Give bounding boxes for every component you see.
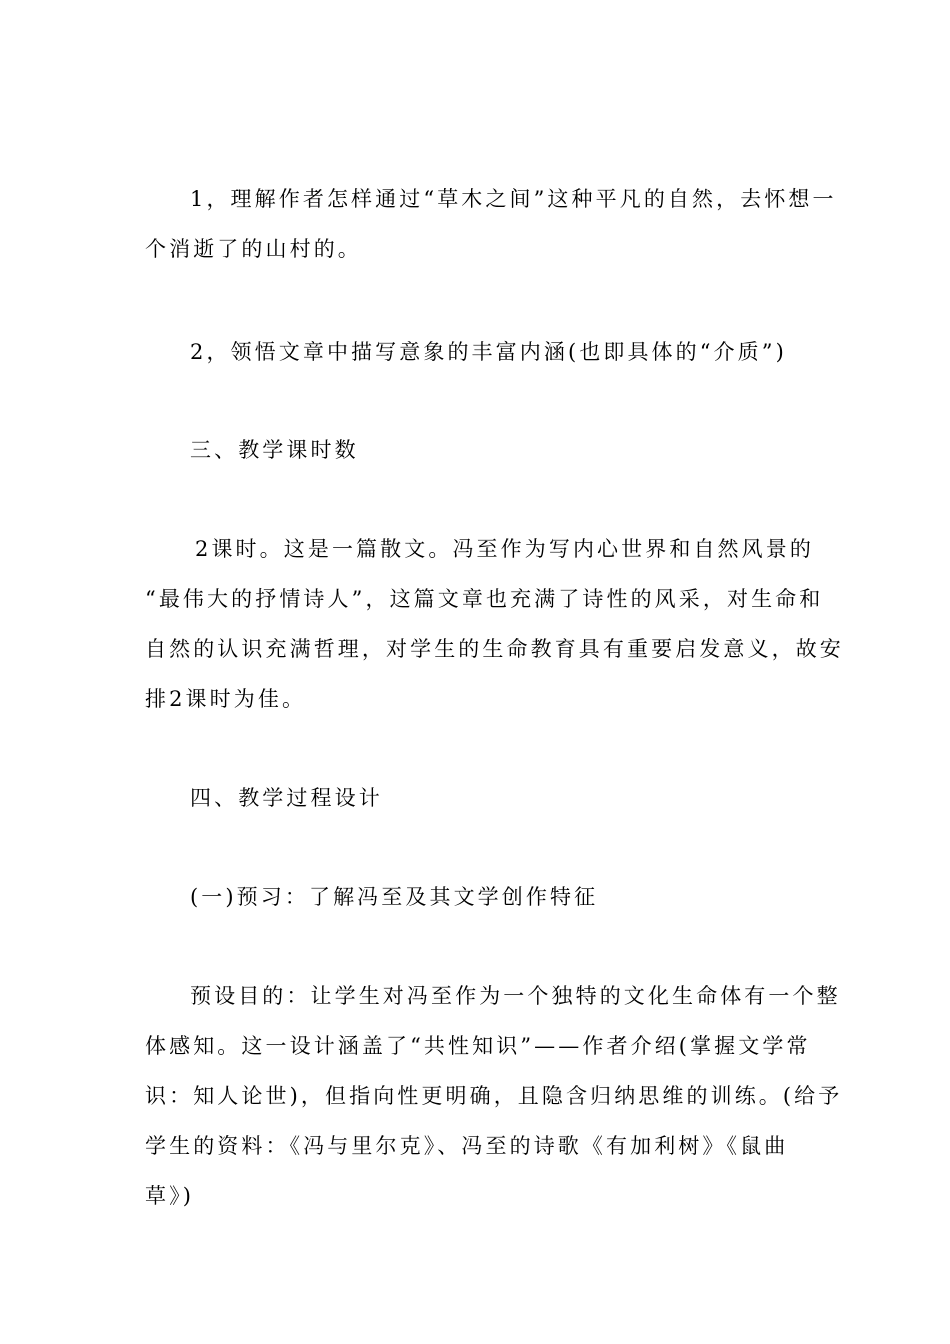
objective-1-line-1: 1，理解作者怎样通过“草木之间”这种平凡的自然，去怀想一 xyxy=(190,187,837,211)
lesson-hours-line-4: 排2课时为佳。 xyxy=(145,687,307,711)
section-heading-process: 四、教学过程设计 xyxy=(190,786,383,810)
lesson-hours-line-1: 2课时。这是一篇散文。冯至作为写内心世界和自然风景的 xyxy=(195,537,814,561)
preview-purpose-line-4: 学生的资料：《冯与里尔克》、冯至的诗歌《有加利树》《鼠曲 xyxy=(145,1134,789,1158)
preview-purpose-line-5: 草》) xyxy=(145,1184,194,1208)
section-heading-lesson-hours: 三、教学课时数 xyxy=(190,438,359,462)
preview-purpose-line-1: 预设目的：让学生对冯至作为一个独特的文化生命体有一个整 xyxy=(190,984,841,1008)
lesson-hours-line-2: “最伟大的抒情诗人”，这篇文章也充满了诗性的风采，对生命和 xyxy=(145,587,824,611)
preview-heading: (一)预习：了解冯至及其文学创作特征 xyxy=(190,885,599,909)
objective-2-line-1: 2，领悟文章中描写意象的丰富内涵(也即具体的“介质”) xyxy=(190,340,787,364)
preview-purpose-line-3: 识：知人论世)，但指向性更明确，且隐含归纳思维的训练。(给予 xyxy=(145,1084,843,1108)
lesson-hours-line-3: 自然的认识充满哲理，对学生的生命教育具有重要启发意义，故安 xyxy=(145,637,844,661)
objective-1-line-2: 个消逝了的山村的。 xyxy=(145,237,362,261)
preview-purpose-line-2: 体感知。这一设计涵盖了“共性知识”——作者介绍(掌握文学常 xyxy=(145,1034,811,1058)
